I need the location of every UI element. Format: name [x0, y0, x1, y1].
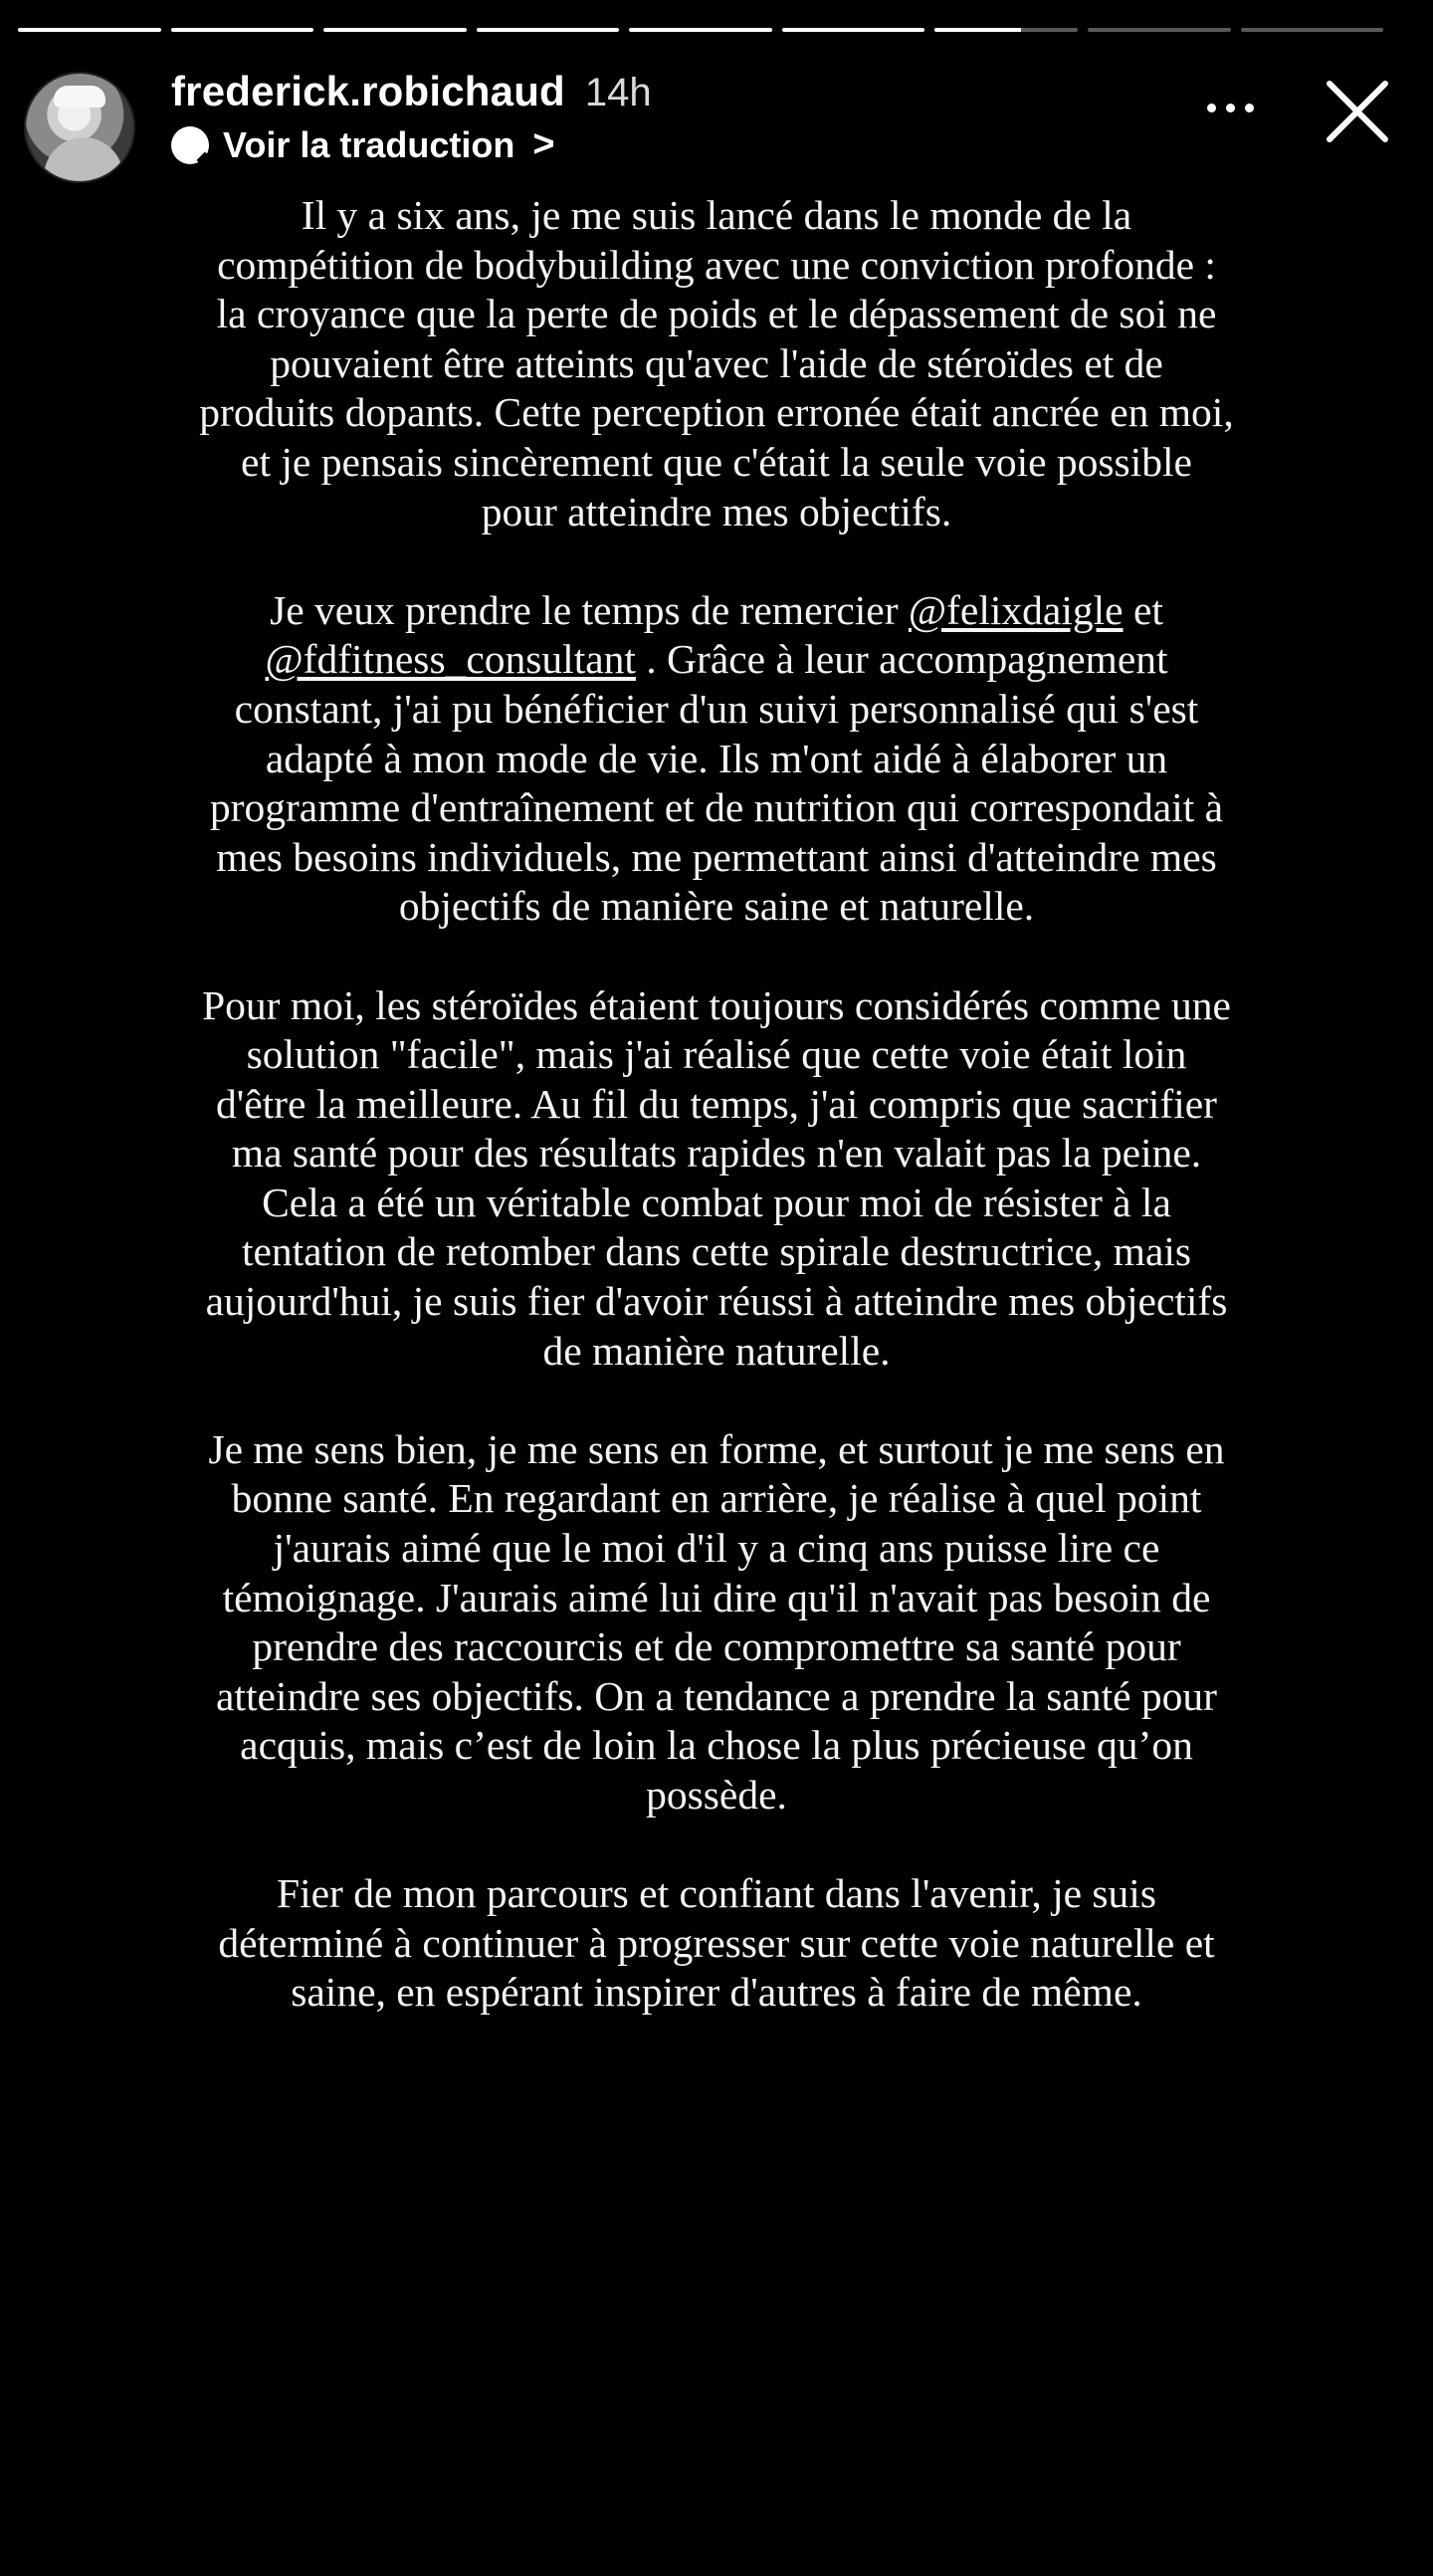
translate-button[interactable] [171, 123, 555, 166]
progress-segment-fill [782, 28, 925, 32]
progress-segment [171, 28, 314, 32]
progress-segment-fill [171, 28, 314, 32]
avatar-cap-shape [54, 86, 105, 107]
progress-segment-fill [629, 28, 772, 32]
translate-label: Voir la traduction [223, 123, 515, 165]
progress-segment-fill [477, 28, 620, 32]
progress-segment [934, 28, 1078, 32]
paragraph-2-body: . Grâce à leur accompagnement constant, j'ai pu bénéficier d'un suivi personnalisé qui s'est adapté à mon mode de vie. Ils m'ont aidé à élaborer un programme d'entraînement et de nutrition qui correspondait à mes besoins individuels, me permettant ainsi d'atteindre mes objectifs de manière saine et naturelle. [209, 636, 1224, 930]
story-text-content [199, 191, 1234, 2067]
story-paragraph-3: Pour moi, les stéroïdes étaient toujours considérés comme une solution "facile", mais j'ai réalisé que cette voie était loin d'être la meilleure. Au fil du temps, j'ai compris que sacrifier ma santé pour des résultats rapides n'en valait pas la peine. Cela a été un véritable combat pour moi de résister à la tentation de retomber dans cette spirale destructrice, mais aujourd'hui, je suis fier d'avoir réussi à atteindre mes objectifs de manière naturelle. [202, 981, 1231, 1374]
avatar-body-shape [44, 137, 123, 183]
chevron-right-icon: > [532, 123, 555, 165]
more-horizontal-icon[interactable] [1207, 104, 1254, 112]
story-header [24, 68, 1393, 177]
paragraph-2-intro: Je veux prendre le temps de remercier [270, 586, 909, 633]
story-paragraph-5: Fier de mon parcours et confiant dans l'avenir, je suis déterminé à continuer à progresser sur cette voie naturelle et saine, en espérant inspirer d'autres à faire de même. [218, 1870, 1215, 2016]
progress-segment [782, 28, 925, 32]
post-time: 14h [584, 71, 652, 114]
speech-bubble-icon [171, 126, 209, 164]
progress-segment [477, 28, 620, 32]
mention-felixdaigle[interactable]: @felixdaigle [908, 586, 1124, 633]
username-row [171, 68, 652, 115]
story-paragraph-1: Il y a six ans, je me suis lancé dans le monde de la compétition de bodybuilding avec une conviction profonde : la croyance que la perte de poids et le dépassement de soi ne pouvaient être atteints qu'avec l'aide de stéroïdes et de produits dopants. Cette perception erronée était ancrée en moi, et je pensais sincèrement que c'était la seule voie possible pour atteindre mes objectifs. [199, 192, 1234, 535]
story-paragraph-4: Je me sens bien, je me sens en forme, et surtout je me sens en bonne santé. En regardant en arrière, je réalise à quel point j'aurais aimé que le moi d'il y a cinq ans puisse lire ce témoignage. J'aurais aimé lui dire qu'il n'avait pas besoin de prendre des raccourcis et de compromettre sa santé pour atteindre ses objectifs. On a tendance a prendre la santé pour acquis, mais c’est de loin la chose la plus précieuse qu’on possède. [208, 1425, 1225, 1818]
paragraph-2-conjunction: et [1123, 586, 1163, 633]
story-progress-bar [18, 28, 1383, 32]
progress-segment-fill [323, 28, 467, 32]
close-icon[interactable] [1322, 76, 1393, 147]
progress-segment [629, 28, 772, 32]
progress-segment-fill [934, 28, 1020, 32]
progress-segment [323, 28, 467, 32]
progress-segment [18, 28, 161, 32]
progress-segment-fill [18, 28, 161, 32]
profile-avatar[interactable] [24, 72, 135, 183]
mention-fdfitness-consultant[interactable]: @fdfitness_consultant [265, 636, 636, 683]
story-paragraph-2 [199, 586, 1234, 932]
username-link[interactable]: frederick.robichaud [171, 68, 565, 114]
progress-segment [1088, 28, 1231, 32]
progress-segment [1241, 28, 1384, 32]
